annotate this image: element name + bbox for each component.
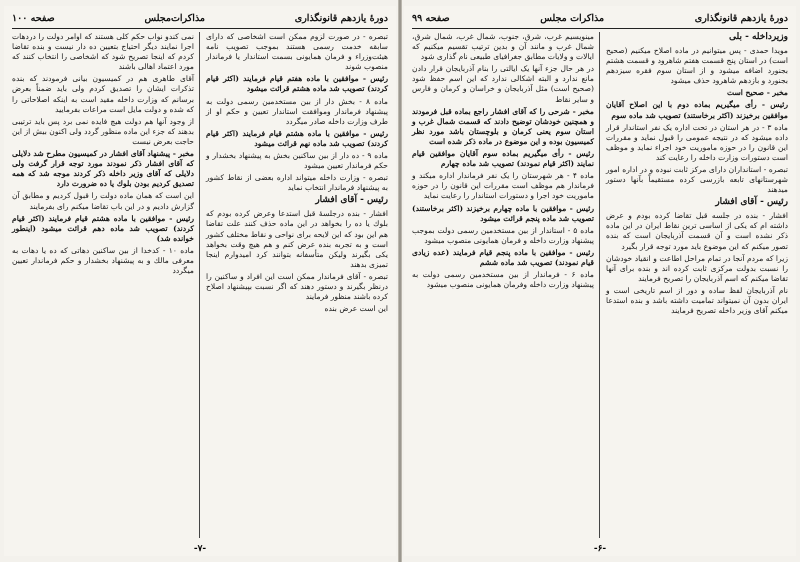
left-page-footer: -۷- [193, 544, 207, 554]
book-gutter [398, 0, 402, 562]
paragraph: ماده ۳ - در هر استان در تحت اداره یک نفر استاندار قرار داده میشود که در نتیجه عمومی را قبول نماید و مقررات این قانون را در حوزه ماموریت خود اجراء نماید و موظف است دستورات وزارت داخله را رعایت کند [606, 122, 789, 162]
paragraph: تبصره - در صورت لزوم ممکن است اشخاصی که دارای سابقه خدمت رسمی هستند بموجب تصویب نامه هیئت‌وزراء و فرمان همایونی بسمت استاندار یا فرماندار منصوب شوند [206, 32, 388, 72]
paragraph: از وجود آنها هم دولت هیچ فایده نمی برد پس باید ترتیبی بدهند که جزء این ماده منظور گردد ولی اکنون بیش از این حاجت بعرض نیست [12, 116, 194, 146]
paragraph: نام آذربایجان لفظ ساده و دور از اسم تاریخی است و ایران بدون آن نمیتواند تمامیت داشته باشد و بنده استدعا میکنم آقای وزیر داخله تصریح فرمایند [606, 285, 788, 316]
paragraph: ماده ۵ - استاندار از بین مستخدمین رسمی دولت بموجب پیشنهاد وزارت داخله و فرمان همایونی منصوب میشود [412, 225, 594, 245]
left-page-collection: مذاکرات‌مجلس [144, 12, 206, 24]
paragraph: تبصره - استانداران دارای مرکز ثابت نبوده و در اداره امور شهرستانهای تابعه بازرسی کرده مستقیماً بآنها دستور میدهند [606, 165, 788, 195]
right-page-session: دورهٔ یازدهم قانونگذاری [694, 12, 788, 24]
left-page-session: دورهٔ یازدهم قانونگذاری [294, 12, 388, 24]
right-page-column-b [412, 32, 594, 542]
paragraph: رئیس - موافقین با ماده هشتم قیام فرمایند (اکثر قیام کردند) تصویب شد ماده دهم قرائت میشود (اینطور خوانده شد) [12, 213, 194, 243]
right-page-column-a [606, 32, 788, 542]
left-page-column-b [12, 32, 194, 542]
left-page-column-a [206, 32, 388, 542]
paragraph: ماده ۴ - هر شهرستان را یک نفر فرماندار اداره میکند و فرماندار هم موظف است مقررات این قانون را در حوزه ماموریت خود اجرا و دستورات استاندار را رعایت نماید [412, 171, 594, 201]
paragraph: مخبر - صحیح است [726, 88, 788, 98]
speaker-line: رئیس - آقای افشار [715, 197, 788, 208]
paragraph: ماده ۱۰ - کدخدا از بین ساکنین دهاتی که ده یا دهات به معرفی مالك و به پیشنهاد بخشدار و حکم فرماندار تعیین میگردد [12, 245, 195, 276]
paragraph: زیرا که مردم آنجا در تمام مراحل اطاعت و انقیاد خودشان را نسبت بدولت مرکزی ثابت کرده اند و بنده برای آنها تقاضا میکنم که اسم آذربایجان را تصریح فرمایند [606, 253, 788, 283]
paragraph: تبصره - آقای فرماندار ممکن است این افراد و ساکنین را درنظر بگیرند و دستور دهند که اگر نسبت بپیشنهاد اصلاح کرده باشند منظور فرمایند [206, 271, 388, 302]
paragraph: مویدا حمدی - پس میتوانیم در ماده اصلاح میکنیم (صحیح است) در استان پنج قسمت هفتم شاهرود و قسمت هشتم بجنورد اضافه میشود و از استان سوم فقره سیزدهم بجنورد و بازدهم شاهرود حذف میشود [606, 45, 788, 86]
paragraph: ماده ۸ - بخش دار از بین مستخدمین رسمی دولت به پیشنهاد فرماندار وموافقت استاندار تعیین و حکم او از طرف وزارت داخله صادر میگردد [206, 96, 388, 126]
right-page-header [412, 10, 788, 29]
paragraph: افشار - بنده در جلسه قبل تقاضا کرده بودم و عرض داشته ام که یکی از اساسی ترین نقاط ایران در این ماده ذکر نشده است و آن قسمت آذربایجان است که بنده تصور میکنم که این موضوع باید مورد توجه قرار بگیرد [606, 211, 788, 251]
paragraph: رئیس - موافقین با ماده چهارم برخیزند (اکثر برخاستند) تصویب شد ماده پنجم قرائت میشود [412, 203, 594, 223]
right-page [404, 6, 796, 556]
paragraph: ماده ۹ - ده دار از بین ساکنین بخش به پیشنهاد بخشدار و حکم فرماندار تعیین میشود [206, 151, 389, 171]
left-page [4, 6, 396, 556]
left-page-number: صفحه ۱۰۰ [12, 12, 55, 24]
paragraph: مینویسیم غرب، شرق، جنوب، شمال غرب، شمال شرق، شمال غرب و مانند آن و بدین ترتیب تقسیم میکنیم که ایالات و ولایات مطابق جغرافیای طبیعی نام گذاری شود [412, 32, 594, 62]
paragraph: مخبر - پیشنهاد آقای افشار در کمیسیون مطرح شد دلایلی که آقای افشار ذکر نمودند مورد توجه قرار گرفت ولی دلایلی که آقای وزیر داخله ذکر کردند موجه شد که همه تصدیق کردیم بودن بلوك یا ده ضرورت دارد [12, 149, 194, 189]
paragraph: رئیس - موافقین با ماده هشتم قیام فرمایند (اکثر قیام کردند) تصویب شد ماده نهم قرائت میشود [206, 128, 388, 148]
paragraph: افشار - بنده درجلسهٔ قبل استدعا وعرض کرده بودم که بلوك یا ده را بخواهد در این ماده حذف کنند علت تقاضا هم این بود که این لایحه برای نواحی و نقاط مختلف کشور است و به تجربه بنده عرض کنم و هم هیچ وقت بخواهد یکی بگیرند ولیکن متأسفانه بتوانند کرد امیدوارم اینجا تمیزی بدهند [206, 209, 388, 269]
paragraph: این است عرض بنده [324, 304, 388, 314]
paragraph: مخبر - شرحی را که آقای افشار راجع بماده قبل فرمودند و همچنین خودشان توضیح دادند که قسمت شمال غرب و استان سوم یعنی کرمان و بلوچستان باشد مورد نظر کمیسیون بوده و این موضوع در ماده ذکر شده است [412, 106, 594, 146]
speaker-line: رئیس - آقای افشار [315, 195, 388, 206]
left-page-header [12, 10, 388, 29]
paragraph: ماده ۶ - فرماندار از بین مستخدمین رسمی دولت به پیشنهاد وزارت داخله وفرمان همایونی منصوب میشود [412, 270, 594, 290]
right-page-collection: مذاکرات مجلس [540, 12, 605, 24]
paragraph: آقای طاهری هم در کمیسیون بیانی فرمودند که بنده تذکرات ایشان را تصدیق کردم ولی باید ضمناً بعرض برسانم که وزارت داخله مقید است به اینکه اصلاحاتی را که شده و دولت مایل است مراعات بفرمایید [12, 74, 194, 114]
paragraph: رئیس - رأی میگیریم بماده سوم آقایان موافقین قیام نمایند (اکثر قیام نمودند) تصویب شد ماده چهارم [412, 149, 594, 169]
paragraph: این است که همان ماده دولت را قبول کردیم و مطابق آن گزارش دادیم و در این باب تقاضا میکنم رای بفرمایند [12, 191, 194, 211]
column-divider [599, 32, 600, 538]
right-page-number: صفحه ۹۹ [412, 12, 450, 24]
paragraph: نمی کندو نواب حکم کلی هستند که اوامر دولت را دردهات اجرا نمایند دیگر احتیاج بتعیین ده دار نیست و بنده تقاضا کردم که اینجا تصریح شود که اشخاصی را انتخاب کنند که مورد اعتماد اهالی باشند [12, 32, 194, 72]
right-page-footer: -۶- [593, 544, 607, 554]
column-divider [199, 32, 200, 538]
paragraph: رئیس - رأی میگیریم بماده دوم با این اصلاح آقایان موافقین برخیزند (اکثر برخاستند) تصویب شد ماده سوم [606, 100, 788, 120]
paragraph: رئیس - موافقین با ماده پنجم قیام فرمایند (عده زیادی قیام نمودند) تصویب شد ماده ششم [412, 247, 594, 267]
speaker-line: وزیرداخله - بلی [728, 32, 788, 42]
paragraph: رئیس - موافقین با ماده هفتم قیام فرمایند (اکثر قیام کردند) تصویب شد ماده هشتم قرائت میشود [206, 74, 388, 94]
paragraph: در هر حال جزء آنها یک ایالتی را بنام آذربایجان قرار دادن مانع ندارد و البته اشکالی ندارد که این اسم حفظ شود (صحیح است) مثل آذربایجان و خراسان و کرمان و فارس و سایر نقاط [412, 64, 594, 104]
paragraph: تبصره - وزارت داخله میتواند اداره بعضی از نقاط کشور به پیشنهاد فرماندار انتخاب نماید [206, 173, 388, 193]
